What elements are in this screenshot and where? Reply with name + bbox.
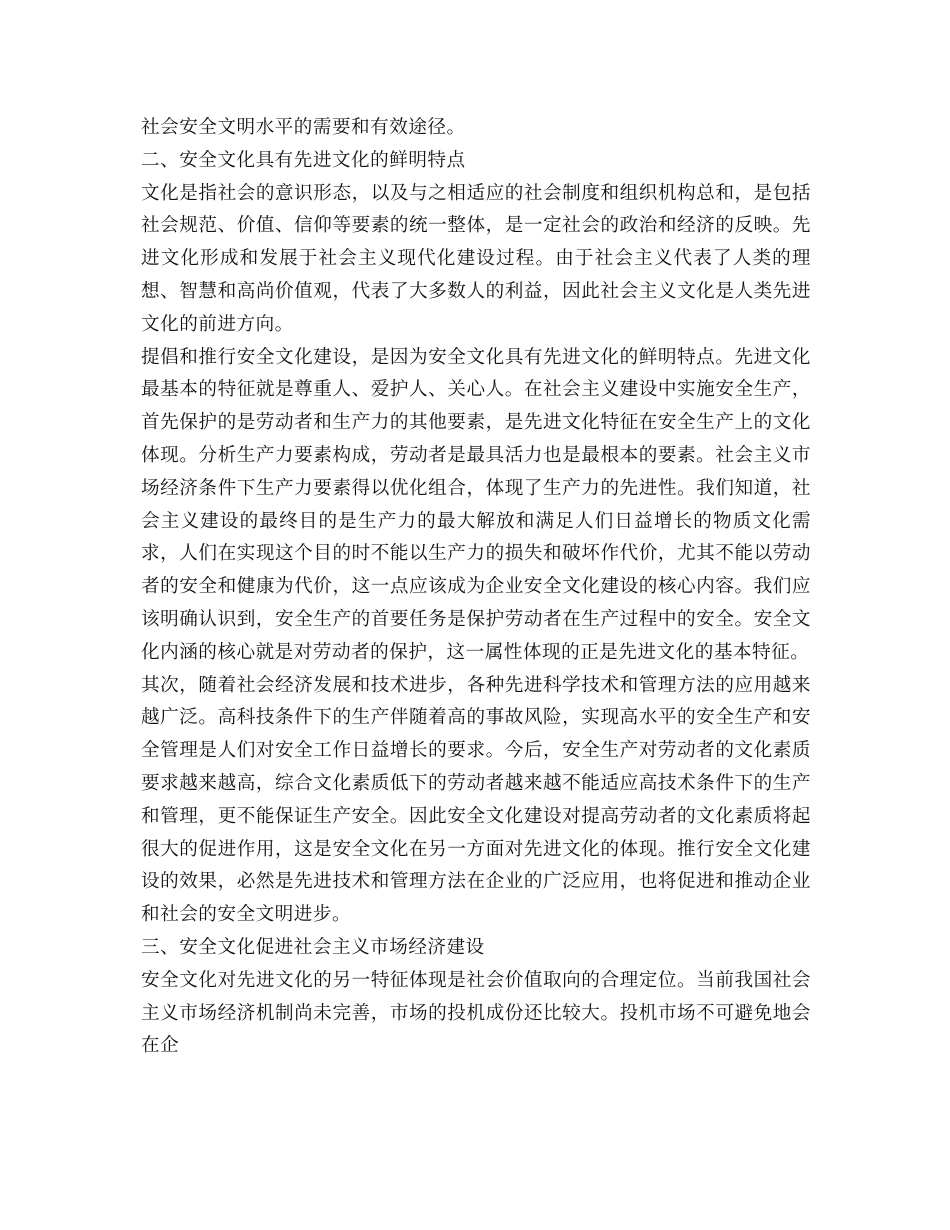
paragraph-continuation: 社会安全文明水平的需要和有效途径。 <box>141 117 466 138</box>
paragraph-market-economy: 安全文化对先进文化的另一特征体现是社会价值取向的合理定位。当前我国社会主义市场经济机制尚未完善，市场的投机成份还比较大。投机市场不可避免地会在企 <box>141 969 811 1057</box>
document-body <box>141 112 811 1063</box>
paragraph-culture-definition: 文化是指社会的意识形态，以及与之相适应的社会制度和组织机构总和，是包括社会规范、价值、信仰等要素的统一整体，是一定社会的政治和经济的反映。先进文化形成和发展于社会主义现代化建设过程。由于社会主义代表了人类的理想、智慧和高尚价值观，代表了大多数人的利益，因此社会主义文化是人类先进文化的前进方向。 <box>141 182 811 335</box>
section-heading-3: 三、安全文化促进社会主义市场经济建设 <box>141 936 485 958</box>
paragraph-advanced-culture-features: 提倡和推行安全文化建设，是因为安全文化具有先进文化的鲜明特点。先进文化最基本的特征就是尊重人、爱护人、关心人。在社会主义建设中实施安全生产，首先保护的是劳动者和生产力的其他要素，是先进文化特征在安全生产上的文化体现。分析生产力要素构成，劳动者是最具活力也是最根本的要素。社会主义市场经济条件下生产力要素得以优化组合，体现了生产力的先进性。我们知道，社会主义建设的最终目的是生产力的最大解放和满足人们日益增长的物质文化需求，人们在实现这个目的时不能以生产力的损失和破坏作代价，尤其不能以劳动者的安全和健康为代价，这一点应该成为企业安全文化建设的核心内容。我们应该明确认识到，安全生产的首要任务是保护劳动者在生产过程中的安全。安全文化内涵的核心就是对劳动者的保护，这一属性体现的正是先进文化的基本特征。 <box>141 346 811 663</box>
section-heading-2: 二、安全文化具有先进文化的鲜明特点 <box>141 149 466 171</box>
paragraph-technology-progress: 其次，随着社会经济发展和技术进步，各种先进科学技术和管理方法的应用越来越广泛。高科技条件下的生产伴随着高的事故风险，实现高水平的安全生产和安全管理是人们对安全工作日益增长的要求。今后，安全生产对劳动者的文化素质要求越来越高，综合文化素质低下的劳动者越来越不能适应高技术条件下的生产和管理，更不能保证生产安全。因此安全文化建设对提高劳动者的文化素质将起很大的促进作用，这是安全文化在另一方面对先进文化的体现。推行安全文化建设的效果，必然是先进技术和管理方法在企业的广泛应用，也将促进和推动企业和社会的安全文明进步。 <box>141 674 811 926</box>
